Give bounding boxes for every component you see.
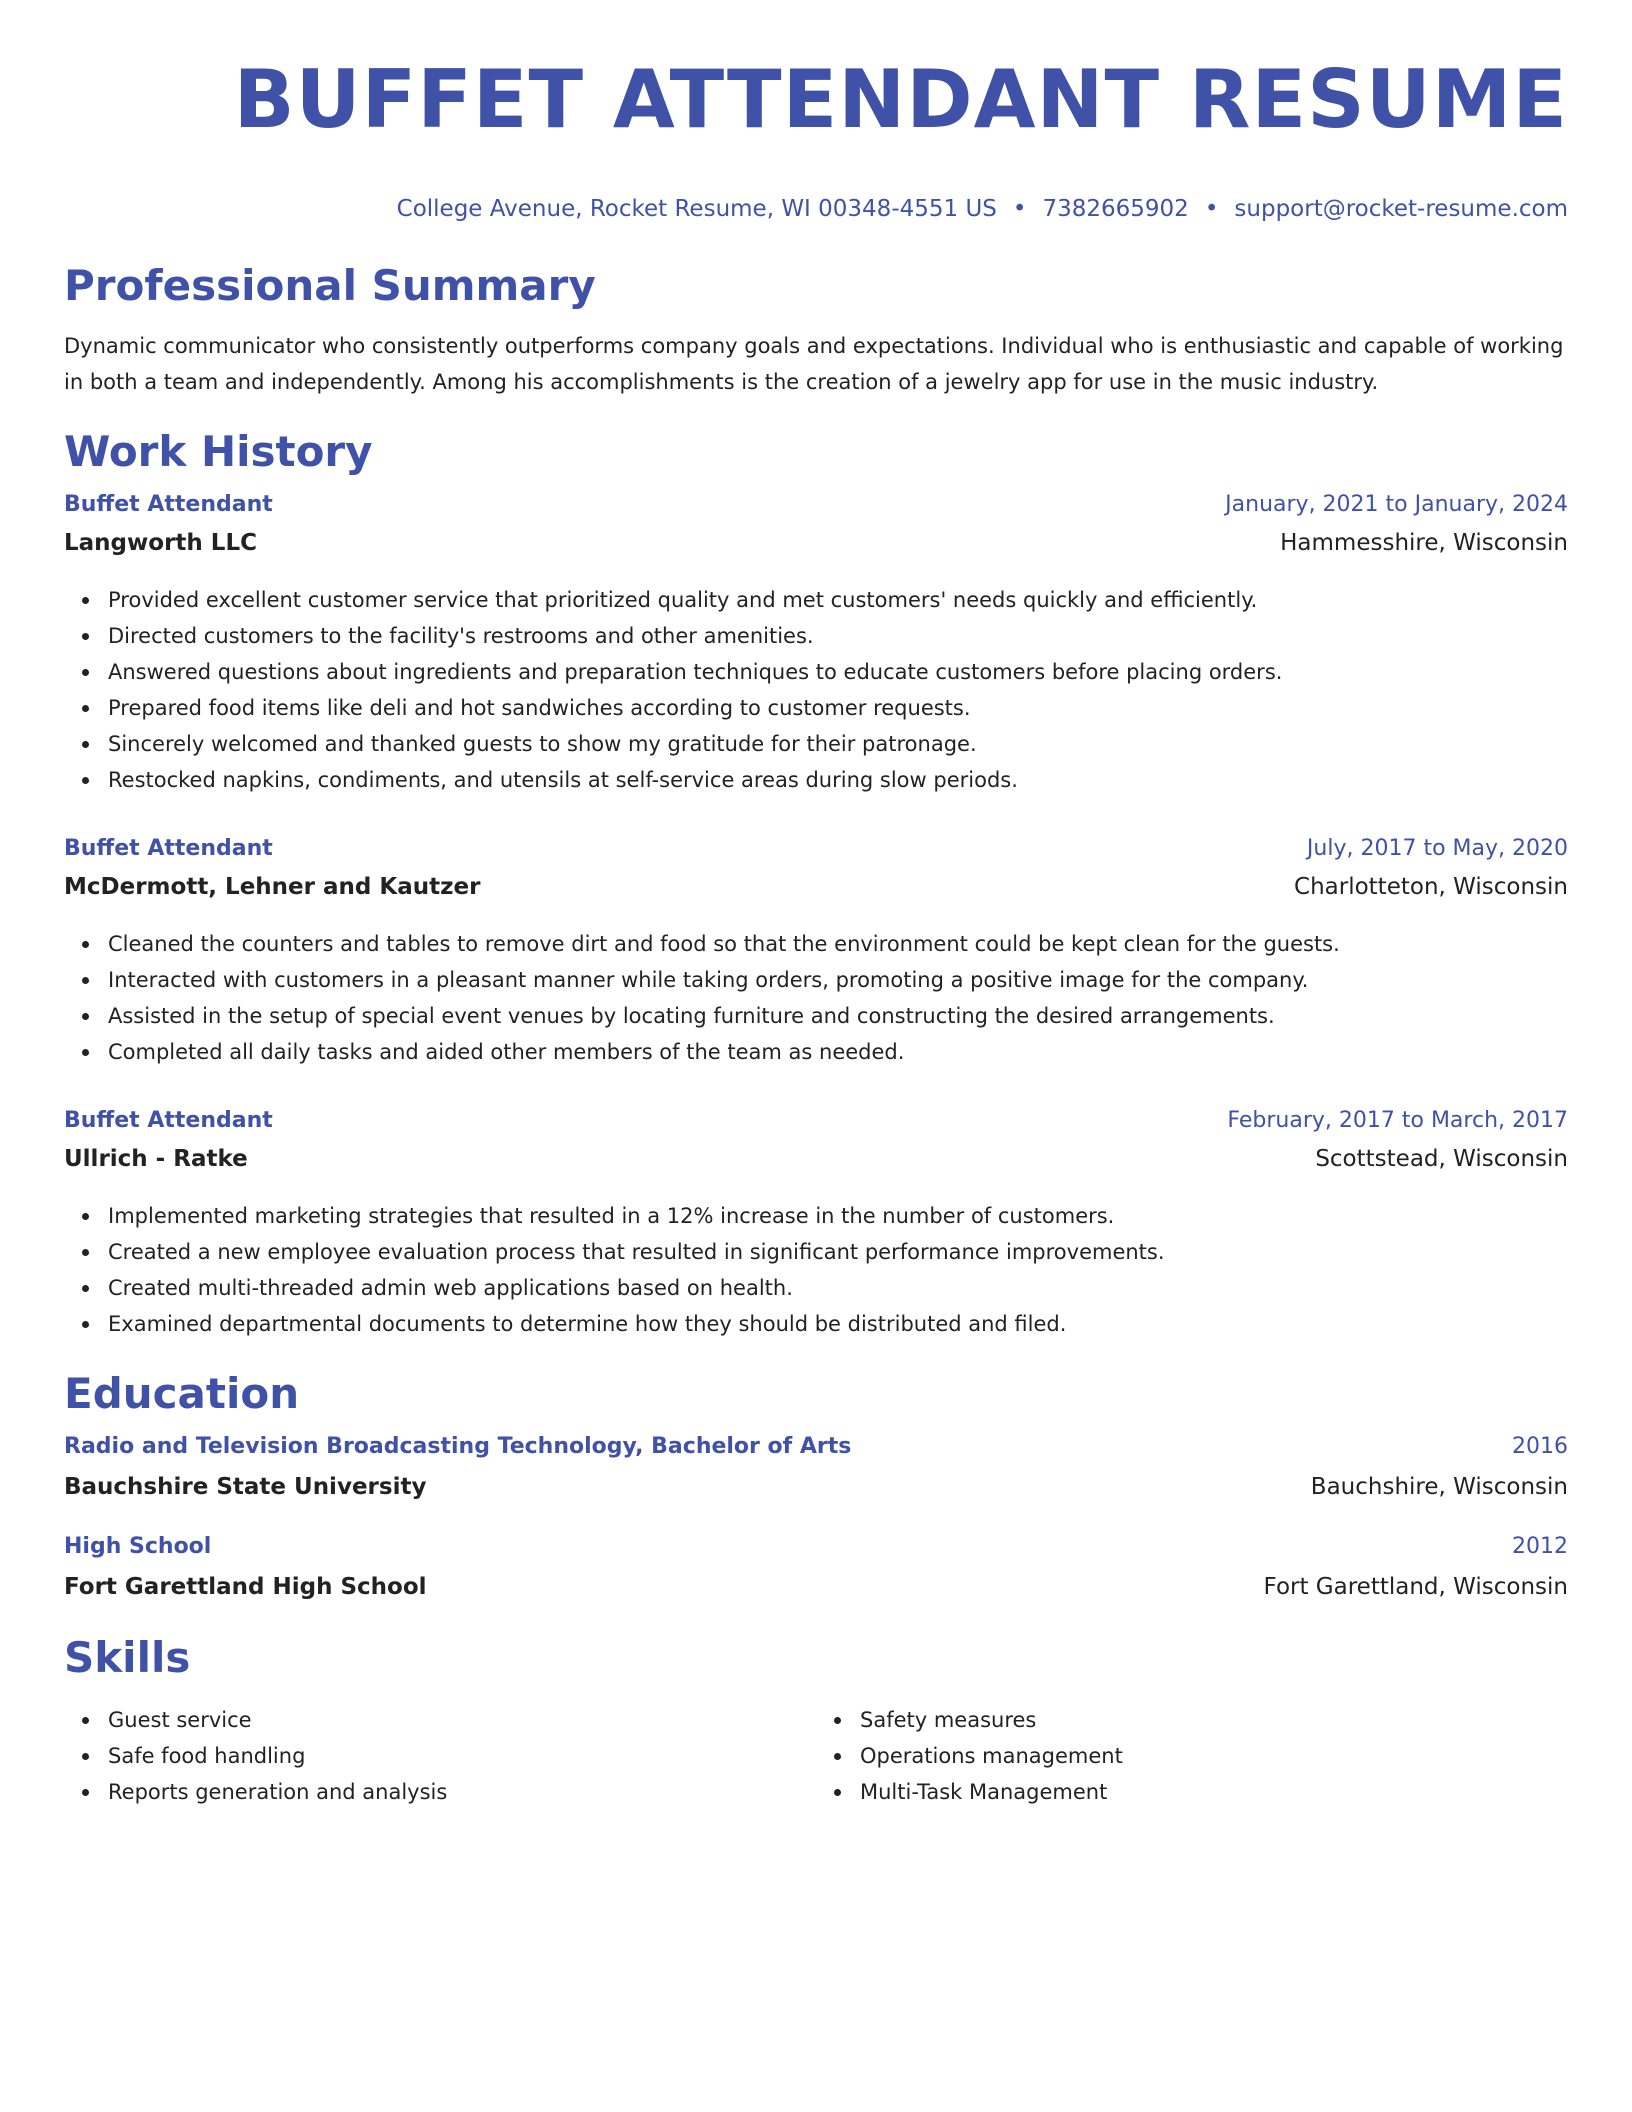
skill-item: Operations management [860,1738,1568,1774]
job-entry [64,834,1568,1070]
section-heading-education: Education [64,1369,300,1418]
section-heading-work-history: Work History [64,427,373,476]
skills-grid [64,1702,1568,1810]
job-location: Scottstead, Wisconsin [1315,1146,1568,1172]
job-duty: Completed all daily tasks and aided other members of the team as needed. [108,1034,1568,1070]
job-entry [64,1106,1568,1342]
summary-text: Dynamic communicator who consistently outperforms company goals and expectations. Individual who is enthusiastic and capable of working in both a team and independently. Among his accomplishments is the creation of a jewelry app for use in the music industry. [64,334,1564,394]
education-school: Bauchshire State University [64,1474,427,1500]
work-history-section [64,426,1568,1342]
section-heading-summary: Professional Summary [64,261,596,310]
education-degree: High School [64,1534,212,1559]
skill-item: Safe food handling [108,1738,816,1774]
skill-item: Reports generation and analysis [108,1774,816,1810]
job-duty: Provided excellent customer service that prioritized quality and met customers' needs quickly and efficiently. [108,582,1568,618]
skill-item: Safety measures [860,1702,1568,1738]
job-duty: Sincerely welcomed and thanked guests to show my gratitude for their patronage. [108,726,1568,762]
education-year: 2016 [1512,1434,1568,1459]
job-duty: Cleaned the counters and tables to remove dirt and food so that the environment could be kept clean for the guests. [108,926,1568,962]
job-dates: July, 2017 to May, 2020 [1306,836,1568,861]
contact-phone: 7382665902 [1042,196,1189,222]
education-location: Fort Garettland, Wisconsin [1263,1574,1568,1600]
job-duty: Implemented marketing strategies that resulted in a 12% increase in the number of customers. [108,1198,1568,1234]
education-entry [64,1432,1568,1502]
education-degree: Radio and Television Broadcasting Technology, Bachelor of Arts [64,1434,852,1459]
job-company: Langworth LLC [64,530,257,556]
job-duty: Restocked napkins, condiments, and utensils at self-service areas during slow periods. [108,762,1568,798]
education-location: Bauchshire, Wisconsin [1310,1474,1568,1500]
job-duty: Assisted in the setup of special event venues by locating furniture and constructing the desired arrangements. [108,998,1568,1034]
summary-section [64,260,1568,400]
job-duty: Created a new employee evaluation process that resulted in significant performance improvements. [108,1234,1568,1270]
job-duties-list [64,582,1568,798]
job-location: Charlotteton, Wisconsin [1294,874,1568,900]
job-location: Hammesshire, Wisconsin [1280,530,1568,556]
contact-email: support@rocket-resume.com [1234,196,1568,222]
skills-list-right [816,1702,1568,1810]
job-title: Buffet Attendant [64,492,273,517]
job-company: Ullrich - Ratke [64,1146,248,1172]
skills-list-left [64,1702,816,1810]
job-dates: January, 2021 to January, 2024 [1225,492,1568,517]
job-dates: February, 2017 to March, 2017 [1227,1108,1568,1133]
resume-title: BUFFET ATTENDANT RESUME [233,53,1568,146]
job-duty: Examined departmental documents to determine how they should be distributed and filed. [108,1306,1568,1342]
education-section [64,1368,1568,1602]
job-duty: Created multi-threaded admin web applications based on health. [108,1270,1568,1306]
contact-separator: • [1012,196,1027,222]
job-duties-list [64,926,1568,1070]
job-entry [64,490,1568,798]
job-duty: Directed customers to the facility's restrooms and other amenities. [108,618,1568,654]
contact-line [64,194,1568,224]
contact-separator: • [1204,196,1219,222]
skills-section [64,1632,1568,1810]
job-duties-list [64,1198,1568,1342]
job-duty: Interacted with customers in a pleasant manner while taking orders, promoting a positive image for the company. [108,962,1568,998]
skill-item: Guest service [108,1702,816,1738]
education-entry [64,1532,1568,1602]
job-duty: Answered questions about ingredients and preparation techniques to educate customers before placing orders. [108,654,1568,690]
job-title: Buffet Attendant [64,836,273,861]
education-school: Fort Garettland High School [64,1574,427,1600]
job-title: Buffet Attendant [64,1108,273,1133]
job-duty: Prepared food items like deli and hot sandwiches according to customer requests. [108,690,1568,726]
section-heading-skills: Skills [64,1633,191,1682]
contact-address: College Avenue, Rocket Resume, WI 00348-4551 US [396,196,997,222]
skill-item: Multi-Task Management [860,1774,1568,1810]
job-company: McDermott, Lehner and Kautzer [64,874,481,900]
resume-page [64,50,1568,1810]
education-year: 2012 [1512,1534,1568,1559]
